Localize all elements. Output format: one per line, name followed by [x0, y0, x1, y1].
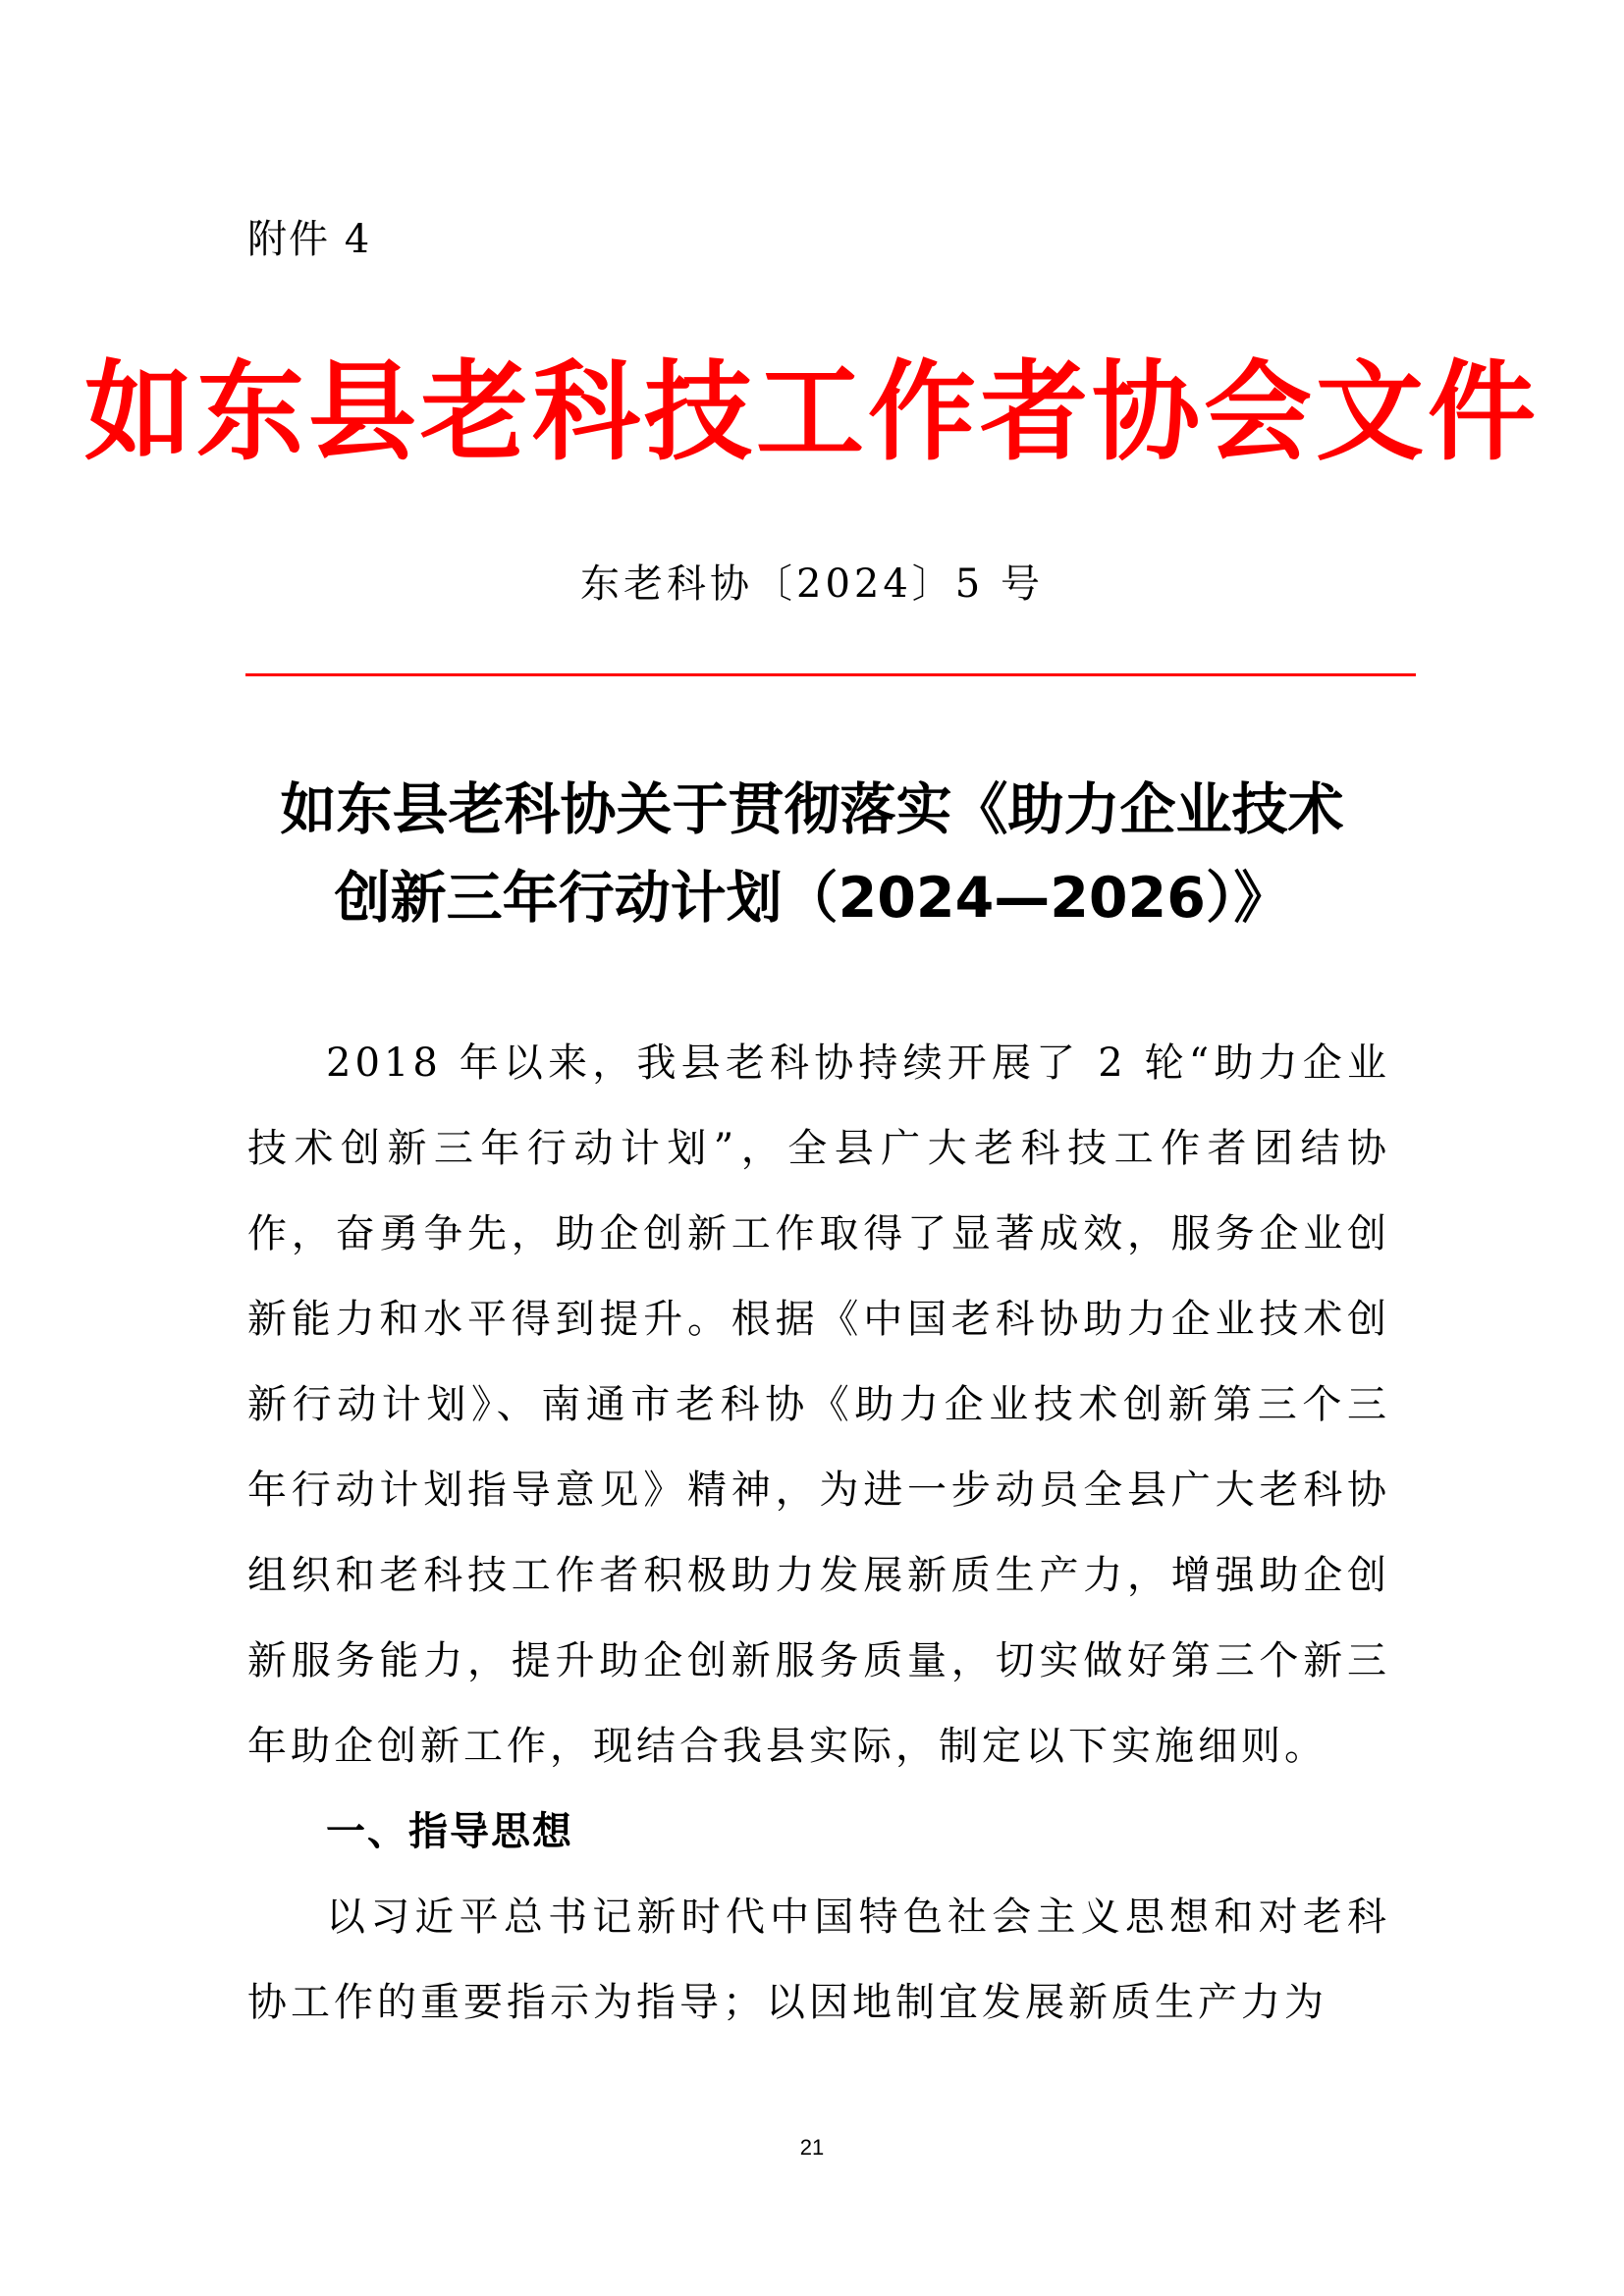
document-body: [247, 1021, 1390, 2046]
red-divider-line: [245, 673, 1416, 676]
title-line-1: 如东县老科协关于贯彻落实《助力企业技术: [280, 777, 1344, 842]
masthead-title: 如东县老科技工作者协会文件: [84, 348, 1540, 475]
attachment-label: 附件 4: [247, 217, 372, 262]
document-number: 东老科协〔2024〕5 号: [580, 561, 1044, 607]
section-paragraph-guiding-ideology: 以习近平总书记新时代中国特色社会主义思想和对老科协工作的重要指示为指导；以因地制宜发展新质生产力为: [247, 1895, 1390, 2025]
title-line-2: 创新三年行动计划（2024—2026）》: [334, 866, 1290, 931]
document-title: [236, 766, 1388, 942]
intro-paragraph: 2018 年以来，我县老科协持续开展了 2 轮“助力企业技术创新三年行动计划”，全县广大老科技工作者团结协作，奋勇争先，助企创新工作取得了显著成效，服务企业创新能力和水平得到提升。根据《中国老科协助力企业技术创新行动计划》、南通市老科协《助力企业技术创新第三个三年行动计划指导意见》精神，为进一步动员全县广大老科协组织和老科技工作者积极助力发展新质生产力，增强助企创新服务能力，提升助企创新服务质量，切实做好第三个新三年助企创新工作，现结合我县实际，制定以下实施细则。: [247, 1041, 1390, 1769]
section-heading-guiding-ideology: 一、指导思想: [326, 1809, 573, 1854]
page-number: 21: [799, 2135, 825, 2160]
